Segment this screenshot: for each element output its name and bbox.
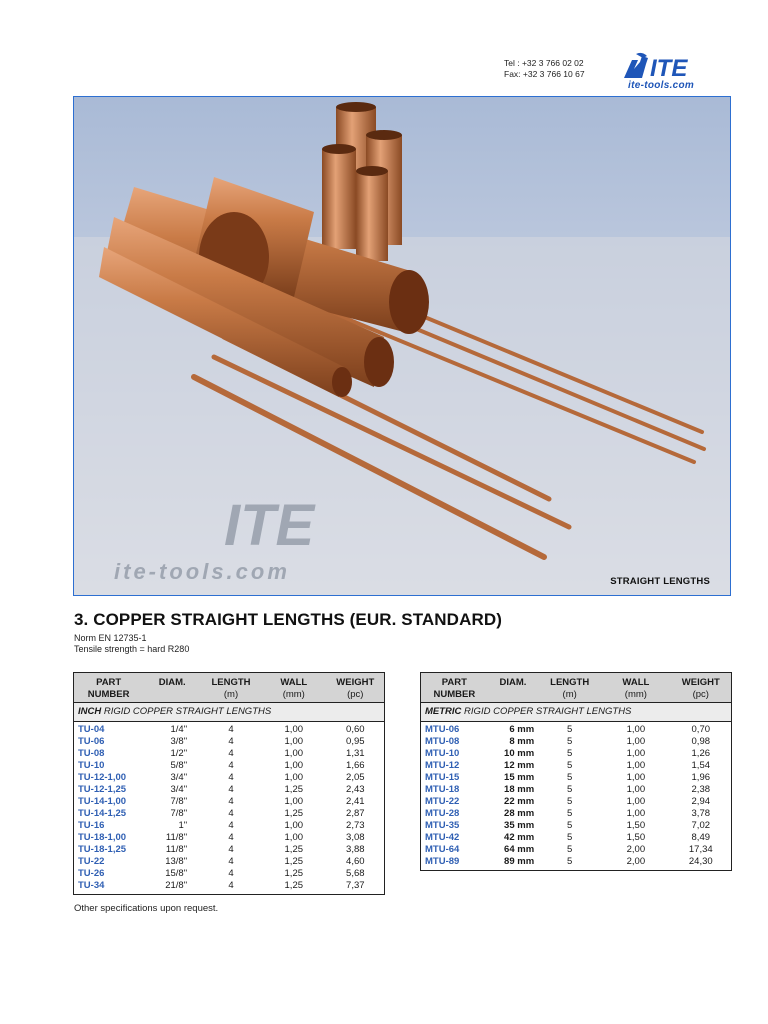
weight-cell: 0,70 [691,724,711,735]
table-row [74,844,385,856]
part-number-cell: TU-14-1,25 [78,808,127,819]
wall-cell: 1,25 [284,844,304,855]
length-header: LENGTH (m) [201,673,261,703]
length-cell: 5 [567,820,573,831]
table-row [421,844,732,856]
diameter-cell: 42 mm [504,832,535,843]
weight-cell: 4,60 [346,856,365,867]
length-cell: 4 [228,808,234,819]
diameter-cell: 11/8" [165,832,188,843]
logo-site-text: ite-tools.com [628,80,695,91]
section-title: 3. COPPER STRAIGHT LENGTHS (EUR. STANDARD) [74,610,502,629]
table-row [421,748,732,760]
diameter-cell: 11/8" [165,844,188,855]
wall-cell: 2,00 [601,856,670,871]
weight-cell: 8,49 [691,832,711,843]
weight-cell: 1,31 [346,748,365,759]
diameter-cell: 18 mm [504,784,535,795]
length-cell: 4 [228,832,234,843]
wall-cell: 1,00 [284,832,304,843]
table-row [74,748,385,760]
contact-info [504,58,585,80]
length-cell: 4 [228,760,234,771]
wall-cell: 1,00 [284,736,304,747]
watermark-site: ite-tools.com [114,559,290,584]
table-row [421,722,732,737]
weight-cell: 0,60 [346,724,365,735]
wall-cell: 1,00 [626,724,646,735]
wall-cell: 2,00 [626,844,646,855]
weight-cell: 7,37 [327,880,385,895]
wall-cell: 1,25 [284,868,304,879]
wall-cell: 1,00 [284,760,304,771]
weight-cell: 17,34 [688,844,713,855]
inch-header-row [74,673,385,703]
weight-cell: 3,78 [691,808,711,819]
tensile-text: Tensile strength = hard R280 [74,644,190,654]
metric-header-row [421,673,732,703]
weight-cell: 0,95 [346,736,365,747]
length-cell: 5 [538,856,601,871]
length-cell: 4 [228,772,234,783]
diameter-cell: 7/8" [170,808,188,819]
part-number-cell: TU-06 [78,736,105,747]
table-row [421,820,732,832]
weight-cell: 7,02 [691,820,711,831]
length-cell: 5 [567,796,573,807]
length-cell: 5 [567,844,573,855]
length-cell: 4 [228,868,234,879]
weight-cell: 3,88 [346,844,365,855]
diameter-cell: 12 mm [504,760,535,771]
wall-cell: 1,00 [626,796,646,807]
wall-cell: 1,50 [626,832,646,843]
part-number-cell: TU-26 [78,868,105,879]
wall-cell: 1,00 [626,736,646,747]
length-header: LENGTH (m) [538,673,601,703]
part-number-cell: MTU-28 [425,808,460,819]
part-number-cell: TU-04 [78,724,105,735]
length-cell: 5 [567,748,573,759]
part-number-cell: TU-10 [78,760,105,771]
wall-cell: 1,50 [626,820,646,831]
fax-text: Fax: +32 3 766 10 67 [504,69,585,79]
part-number-cell: MTU-64 [425,844,460,855]
weight-header: WEIGHT (pc) [671,673,732,703]
diameter-cell: 10 mm [504,748,535,759]
table-row [421,736,732,748]
wall-cell: 1,25 [261,880,327,895]
wall-header: WALL (mm) [261,673,327,703]
table-row [421,760,732,772]
length-cell: 5 [567,772,573,783]
weight-cell: 1,54 [691,760,711,771]
wall-cell: 1,00 [284,772,304,783]
table-row [74,772,385,784]
inch-group-row: INCH RIGID COPPER STRAIGHT LENGTHS [74,703,385,722]
weight-cell: 2,41 [346,796,365,807]
length-cell: 4 [228,724,234,735]
part-number-header: PART NUMBER [421,673,488,703]
length-cell: 5 [567,736,573,747]
diameter-cell: 3/4" [170,784,188,795]
part-number-cell: TU-08 [78,748,105,759]
diameter-cell: 89 mm [488,856,538,871]
table-row [421,772,732,784]
length-cell: 5 [567,724,573,735]
part-number-cell: MTU-08 [425,736,460,747]
part-number-cell: MTU-18 [425,784,460,795]
table-row [421,796,732,808]
diameter-cell: 7/8" [170,796,188,807]
diameter-cell: 3/4" [170,772,188,783]
weight-cell: 0,98 [691,736,711,747]
table-row [74,832,385,844]
weight-cell: 2,94 [691,796,711,807]
table-row [74,856,385,868]
wall-cell: 1,25 [284,856,304,867]
diameter-cell: 8 mm [509,736,535,747]
wall-header: WALL (mm) [601,673,670,703]
length-cell: 4 [228,844,234,855]
wall-cell: 1,00 [626,760,646,771]
table-row [74,868,385,880]
metric-table [420,672,732,871]
part-number-cell: MTU-42 [425,832,460,843]
weight-cell: 5,68 [346,868,365,879]
part-number-cell: MTU-10 [425,748,460,759]
watermark-logo: ITE [224,493,315,558]
diameter-cell: 22 mm [504,796,535,807]
table-row [421,832,732,844]
weight-cell: 1,26 [691,748,711,759]
table-row [74,736,385,748]
part-number-cell: TU-14-1,00 [78,796,127,807]
diameter-cell: 6 mm [509,724,535,735]
inch-table [73,672,385,895]
diameter-cell: 1/2" [170,748,188,759]
wall-cell: 1,00 [284,748,304,759]
table-row [421,856,732,871]
diameter-cell: 13/8" [165,856,188,867]
wall-cell: 1,00 [284,796,304,807]
part-number-cell: MTU-06 [425,724,460,735]
photo-caption: STRAIGHT LENGTHS [610,576,710,587]
weight-cell: 2,87 [346,808,365,819]
length-cell: 4 [228,820,234,831]
table-row [421,784,732,796]
product-photo [73,96,731,596]
diameter-cell: 5/8" [170,760,188,771]
table-row [74,796,385,808]
wall-cell: 1,00 [626,772,646,783]
part-number-cell: MTU-12 [425,760,460,771]
diameter-cell: 15 mm [504,772,535,783]
wall-cell: 1,25 [284,808,304,819]
length-cell: 5 [567,808,573,819]
part-number-cell: TU-12-1,00 [78,772,127,783]
weight-cell: 24,30 [671,856,732,871]
length-cell: 5 [567,760,573,771]
part-number-cell: MTU-15 [425,772,460,783]
diameter-cell: 1" [178,820,188,831]
length-cell: 5 [567,784,573,795]
weight-cell: 2,38 [691,784,711,795]
length-cell: 5 [567,832,573,843]
part-number-cell: MTU-35 [425,820,460,831]
table-row [74,808,385,820]
diameter-cell: 28 mm [504,808,535,819]
table-row [74,784,385,796]
diameter-cell: 1/4" [170,724,188,735]
diameter-cell: 35 mm [504,820,535,831]
wall-cell: 1,00 [626,748,646,759]
wall-cell: 1,00 [284,820,304,831]
part-number-cell: TU-34 [74,880,144,895]
diameter-cell: 21/8" [143,880,201,895]
weight-cell: 2,05 [346,772,365,783]
length-cell: 4 [201,880,261,895]
table-row [74,880,385,895]
table-row [74,722,385,737]
diameter-cell: 15/8" [165,868,188,879]
table-row [74,760,385,772]
weight-cell: 1,96 [691,772,711,783]
weight-cell: 2,73 [346,820,365,831]
weight-header: WEIGHT (pc) [327,673,385,703]
footer-note: Other specifications upon request. [74,903,219,914]
logo-text: ITE [650,55,688,82]
wall-cell: 1,00 [284,724,304,735]
metric-group-row: METRIC RIGID COPPER STRAIGHT LENGTHS [421,703,732,722]
part-number-cell: MTU-22 [425,796,460,807]
norm-text: Norm EN 12735-1 [74,633,147,643]
part-number-cell: TU-18-1,25 [78,844,127,855]
norm-block [74,633,189,655]
table-row [421,808,732,820]
part-number-cell: TU-16 [78,820,105,831]
diameter-cell: 3/8" [170,736,188,747]
length-cell: 4 [228,784,234,795]
diam-header: DIAM. [143,673,201,703]
part-number-cell: MTU-89 [421,856,488,871]
part-number-cell: TU-12-1,25 [78,784,127,795]
weight-cell: 1,66 [346,760,365,771]
length-cell: 4 [228,736,234,747]
wall-cell: 1,25 [284,784,304,795]
wall-cell: 1,00 [626,808,646,819]
weight-cell: 3,08 [346,832,365,843]
part-number-header: PART NUMBER [74,673,144,703]
table-row [74,820,385,832]
diam-header: DIAM. [488,673,538,703]
diameter-cell: 64 mm [504,844,535,855]
length-cell: 4 [228,796,234,807]
length-cell: 4 [228,748,234,759]
weight-cell: 2,43 [346,784,365,795]
length-cell: 4 [228,856,234,867]
tel-text: Tel : +32 3 766 02 02 [504,58,584,68]
part-number-cell: TU-22 [78,856,105,867]
part-number-cell: TU-18-1,00 [78,832,127,843]
wall-cell: 1,00 [626,784,646,795]
